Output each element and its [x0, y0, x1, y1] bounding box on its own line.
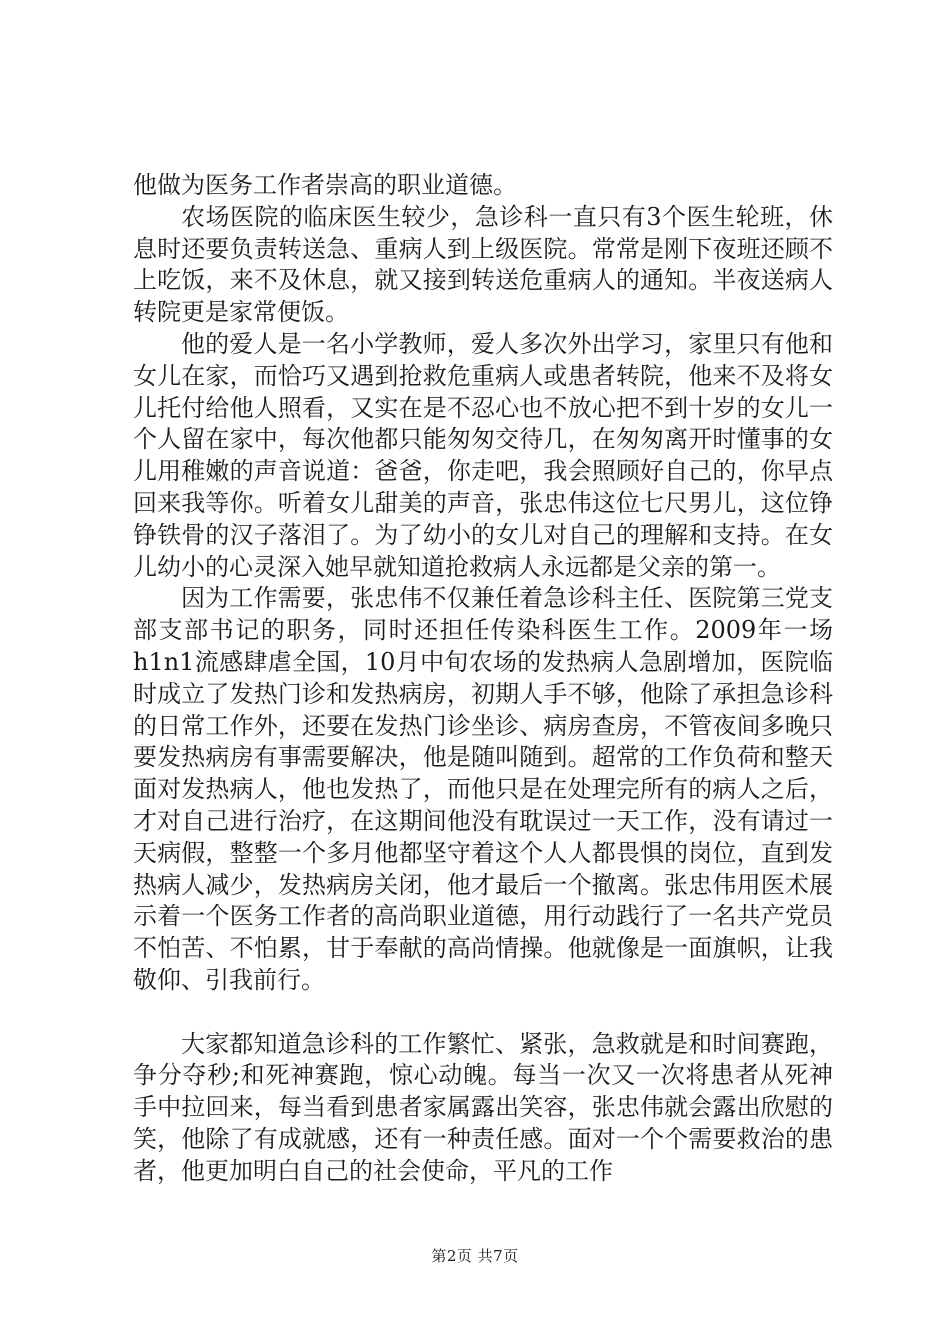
- paragraph-5: 大家都知道急诊科的工作繁忙、紧张，急救就是和时间赛跑，争分夺秒;和死神赛跑，惊心动魄。每当一次又一次将患者从死神手中拉回来，每当看到患者家属露出笑容，张忠伟就会露出欣慰的笑，他除了有成就感，还有一种责任感。面对一个个需要救治的患者，他更加明白自己的社会使命，平凡的工作: [133, 1029, 833, 1185]
- paragraph-gap: [133, 997, 833, 1029]
- paragraph-2: 农场医院的临床医生较少，急诊科一直只有3个医生轮班，休息时还要负责转送急、重病人到上级医院。常常是刚下夜班还顾不上吃饭，来不及休息，就又接到转送危重病人的通知。半夜送病人转院更是家常便饭。: [133, 202, 833, 327]
- document-body: [133, 170, 833, 1188]
- paragraph-4: 因为工作需要，张忠伟不仅兼任着急诊科主任、医院第三党支部支部书记的职务，同时还担任传染科医生工作。2009年一场h1n1流感肆虐全国，10月中旬农场的发热病人急剧增加，医院临时成立了发热门诊和发热病房，初期人手不够，他除了承担急诊科的日常工作外，还要在发热门诊坐诊、病房查房，不管夜间多晚只要发热病房有事需要解决，他是随叫随到。超常的工作负荷和整天面对发热病人，他也发热了，而他只是在处理完所有的病人之后，才对自己进行治疗，在这期间他没有耽误过一天工作，没有请过一天病假，整整一个多月他都坚守着这个人人都畏惧的岗位，直到发热病人减少，发热病房关闭，他才最后一个撤离。张忠伟用医术展示着一个医务工作者的高尚职业道德，用行动践行了一名共产党员不怕苦、不怕累，甘于奉献的高尚情操。他就像是一面旗帜，让我敬仰、引我前行。: [133, 584, 833, 994]
- paragraph-1: 他做为医务工作者崇高的职业道德。: [133, 171, 517, 199]
- paragraph-3: 他的爱人是一名小学教师，爱人多次外出学习，家里只有他和女儿在家，而恰巧又遇到抢救危重病人或患者转院，他来不及将女儿托付给他人照看，又实在是不忍心也不放心把不到十岁的女儿一个人留在家中，每次他都只能匆匆交待几，在匆匆离开时懂事的女儿用稚嫩的声音说道：爸爸，你走吧，我会照顾好自己的，你早点回来我等你。听着女儿甜美的声音，张忠伟这位七尺男儿，这位铮铮铁骨的汉子落泪了。为了幼小的女儿对自己的理解和支持。在女儿幼小的心灵深入她早就知道抢救病人永远都是父亲的第一。: [133, 329, 833, 581]
- page-footer: 第2页 共7页: [431, 1247, 519, 1265]
